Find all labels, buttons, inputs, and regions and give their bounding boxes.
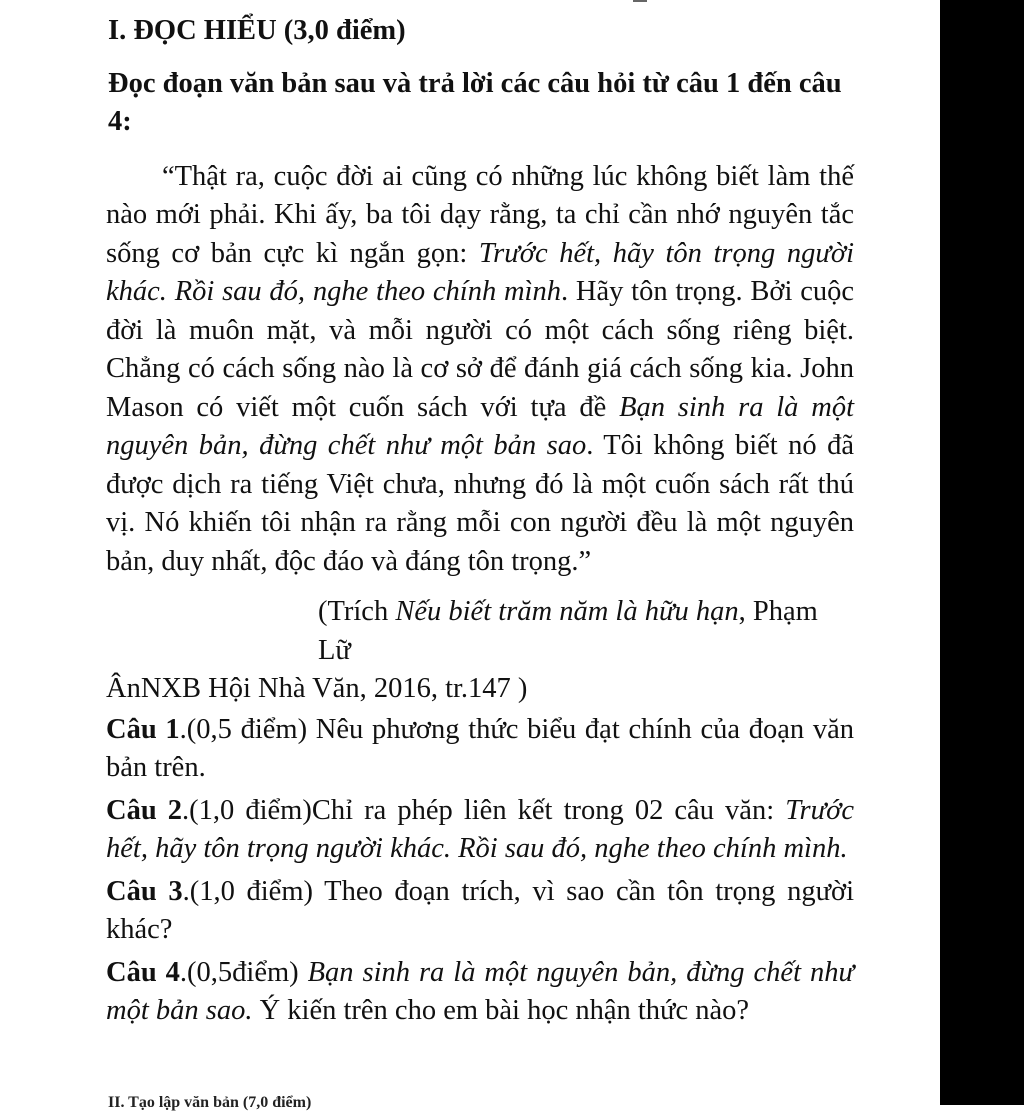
source-citation — [106, 593, 854, 709]
question-1-points: .(0,5 điểm) — [179, 713, 316, 745]
question-2-points: .(1,0 điểm) — [182, 794, 312, 826]
question-3-text: Theo đoạn trích, vì sao cần tôn trọng người khác? — [106, 875, 855, 945]
question-4-text: Ý kiến trên cho em bài học nhận thức nào? — [252, 995, 750, 1026]
question-1 — [106, 711, 854, 788]
question-4-quote: Bạn sinh ra là một nguyên bản, đừng chết như một bản sao. — [106, 956, 854, 1026]
right-black-border — [940, 0, 1024, 1105]
next-section-heading-cut: II. Tạo lập văn bản (7,0 điểm) — [108, 1094, 312, 1111]
question-2-quote: Trước hết, hãy tôn trọng người khác. Rồi sau đó, nghe theo chính mình. — [106, 794, 854, 864]
source-title: Nếu biết trăm năm là hữu hạn — [395, 596, 739, 627]
question-4-points: .(0,5điểm) — [179, 956, 308, 988]
question-3-points: .(1,0 điểm) — [182, 875, 325, 907]
document-page — [106, 12, 854, 1035]
passage-quote-principle: Trước hết, hãy tôn trọng người khác. Rồi sau đó, nghe theo chính mình — [106, 237, 854, 307]
source-author: , Phạm Lữ — [318, 596, 818, 666]
passage-part-1: “Thật ra, cuộc đời ai cũng có những lúc không biết làm thế nào mới phải. Khi ấy, ba tôi dạy rằng, ta chỉ cần nhớ nguyên tắc sống cơ bản cực kì ngắn gọn: — [106, 160, 854, 269]
question-1-label: Câu 1 — [106, 713, 180, 745]
passage-text — [106, 158, 854, 582]
question-4 — [106, 954, 854, 1031]
passage-book-title: Bạn sinh ra là một nguyên bản, đừng chết như một bản sao — [106, 391, 854, 461]
question-3 — [106, 873, 854, 950]
top-edge-mark — [633, 0, 647, 2]
question-2 — [106, 792, 854, 869]
passage-part-2: . Hãy tôn trọng. Bởi cuộc đời là muôn mặt, và mỗi người có một cách sống riêng biệt. Chẳng có cách sống nào là cơ sở để đánh giá cách sống kia. John Mason có viết một cuốn sách với tựa đề — [106, 276, 854, 423]
question-3-label: Câu 3 — [106, 875, 183, 907]
passage-part-3: . Tôi không biết nó đã được dịch ra tiếng Việt chưa, nhưng đó là một cuốn sách rất thú vị. Nó khiến tôi nhận ra rằng mỗi con người đều là một nguyên bản, duy nhất, độc đáo và đáng tôn trọng.” — [106, 430, 855, 577]
source-publisher: ÂnNXB Hội Nhà Văn, 2016, tr.147 ) — [106, 673, 528, 704]
question-4-label: Câu 4 — [106, 956, 180, 988]
section-heading: I. ĐỌC HIỂU (3,0 điểm) — [108, 15, 406, 46]
source-prefix: (Trích — [318, 596, 396, 627]
section-instruction: Đọc đoạn văn bản sau và trả lời các câu hỏi từ câu 1 đến câu 4: — [108, 67, 842, 137]
question-2-text: Chỉ ra phép liên kết trong 02 câu văn: — [311, 794, 786, 826]
question-1-text: Nêu phương thức biểu đạt chính của đoạn văn bản trên. — [106, 713, 854, 783]
question-2-label: Câu 2 — [106, 794, 183, 826]
